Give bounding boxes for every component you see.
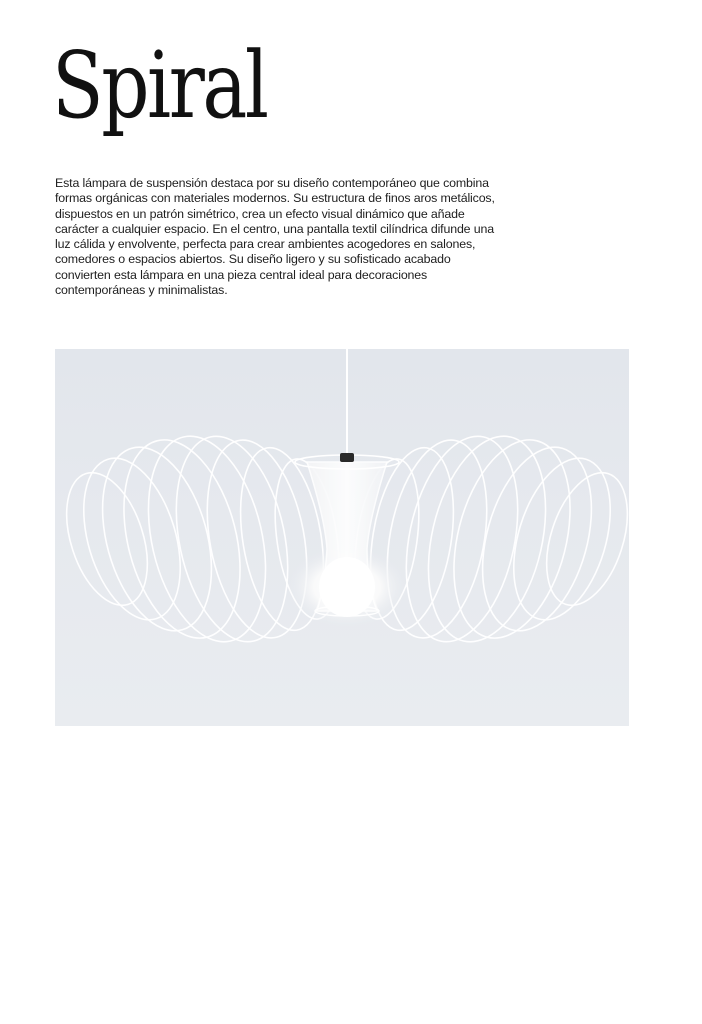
- lamp-photo: [55, 349, 629, 726]
- page-title: Spiral: [52, 32, 267, 139]
- lamp-socket: [340, 453, 354, 462]
- product-description: Esta lámpara de suspensión destaca por su diseño contemporáneo que combina formas orgánicas con materiales modernos. Su estructura de finos aros metálicos, dispuestos en un patrón simétrico, crea un efecto visual dinámico que añade carácter a cualquier espacio. En el centro, una pantalla textil cilíndrica difunde una luz cálida y envolvente, perfecta para crear ambientes acogedores en salones, comedores o espacios abiertos. Su diseño ligero y su sofisticado acabado convierten esta lámpara en una pieza central ideal para decoraciones contemporáneas y minimalistas.: [55, 176, 495, 298]
- wire-ring: [389, 426, 534, 652]
- wire-ring: [159, 426, 304, 652]
- wire-rings-left: [55, 425, 348, 654]
- lamp-illustration: [55, 349, 629, 726]
- wire-rings-right: [346, 425, 629, 654]
- wire-ring: [532, 463, 629, 616]
